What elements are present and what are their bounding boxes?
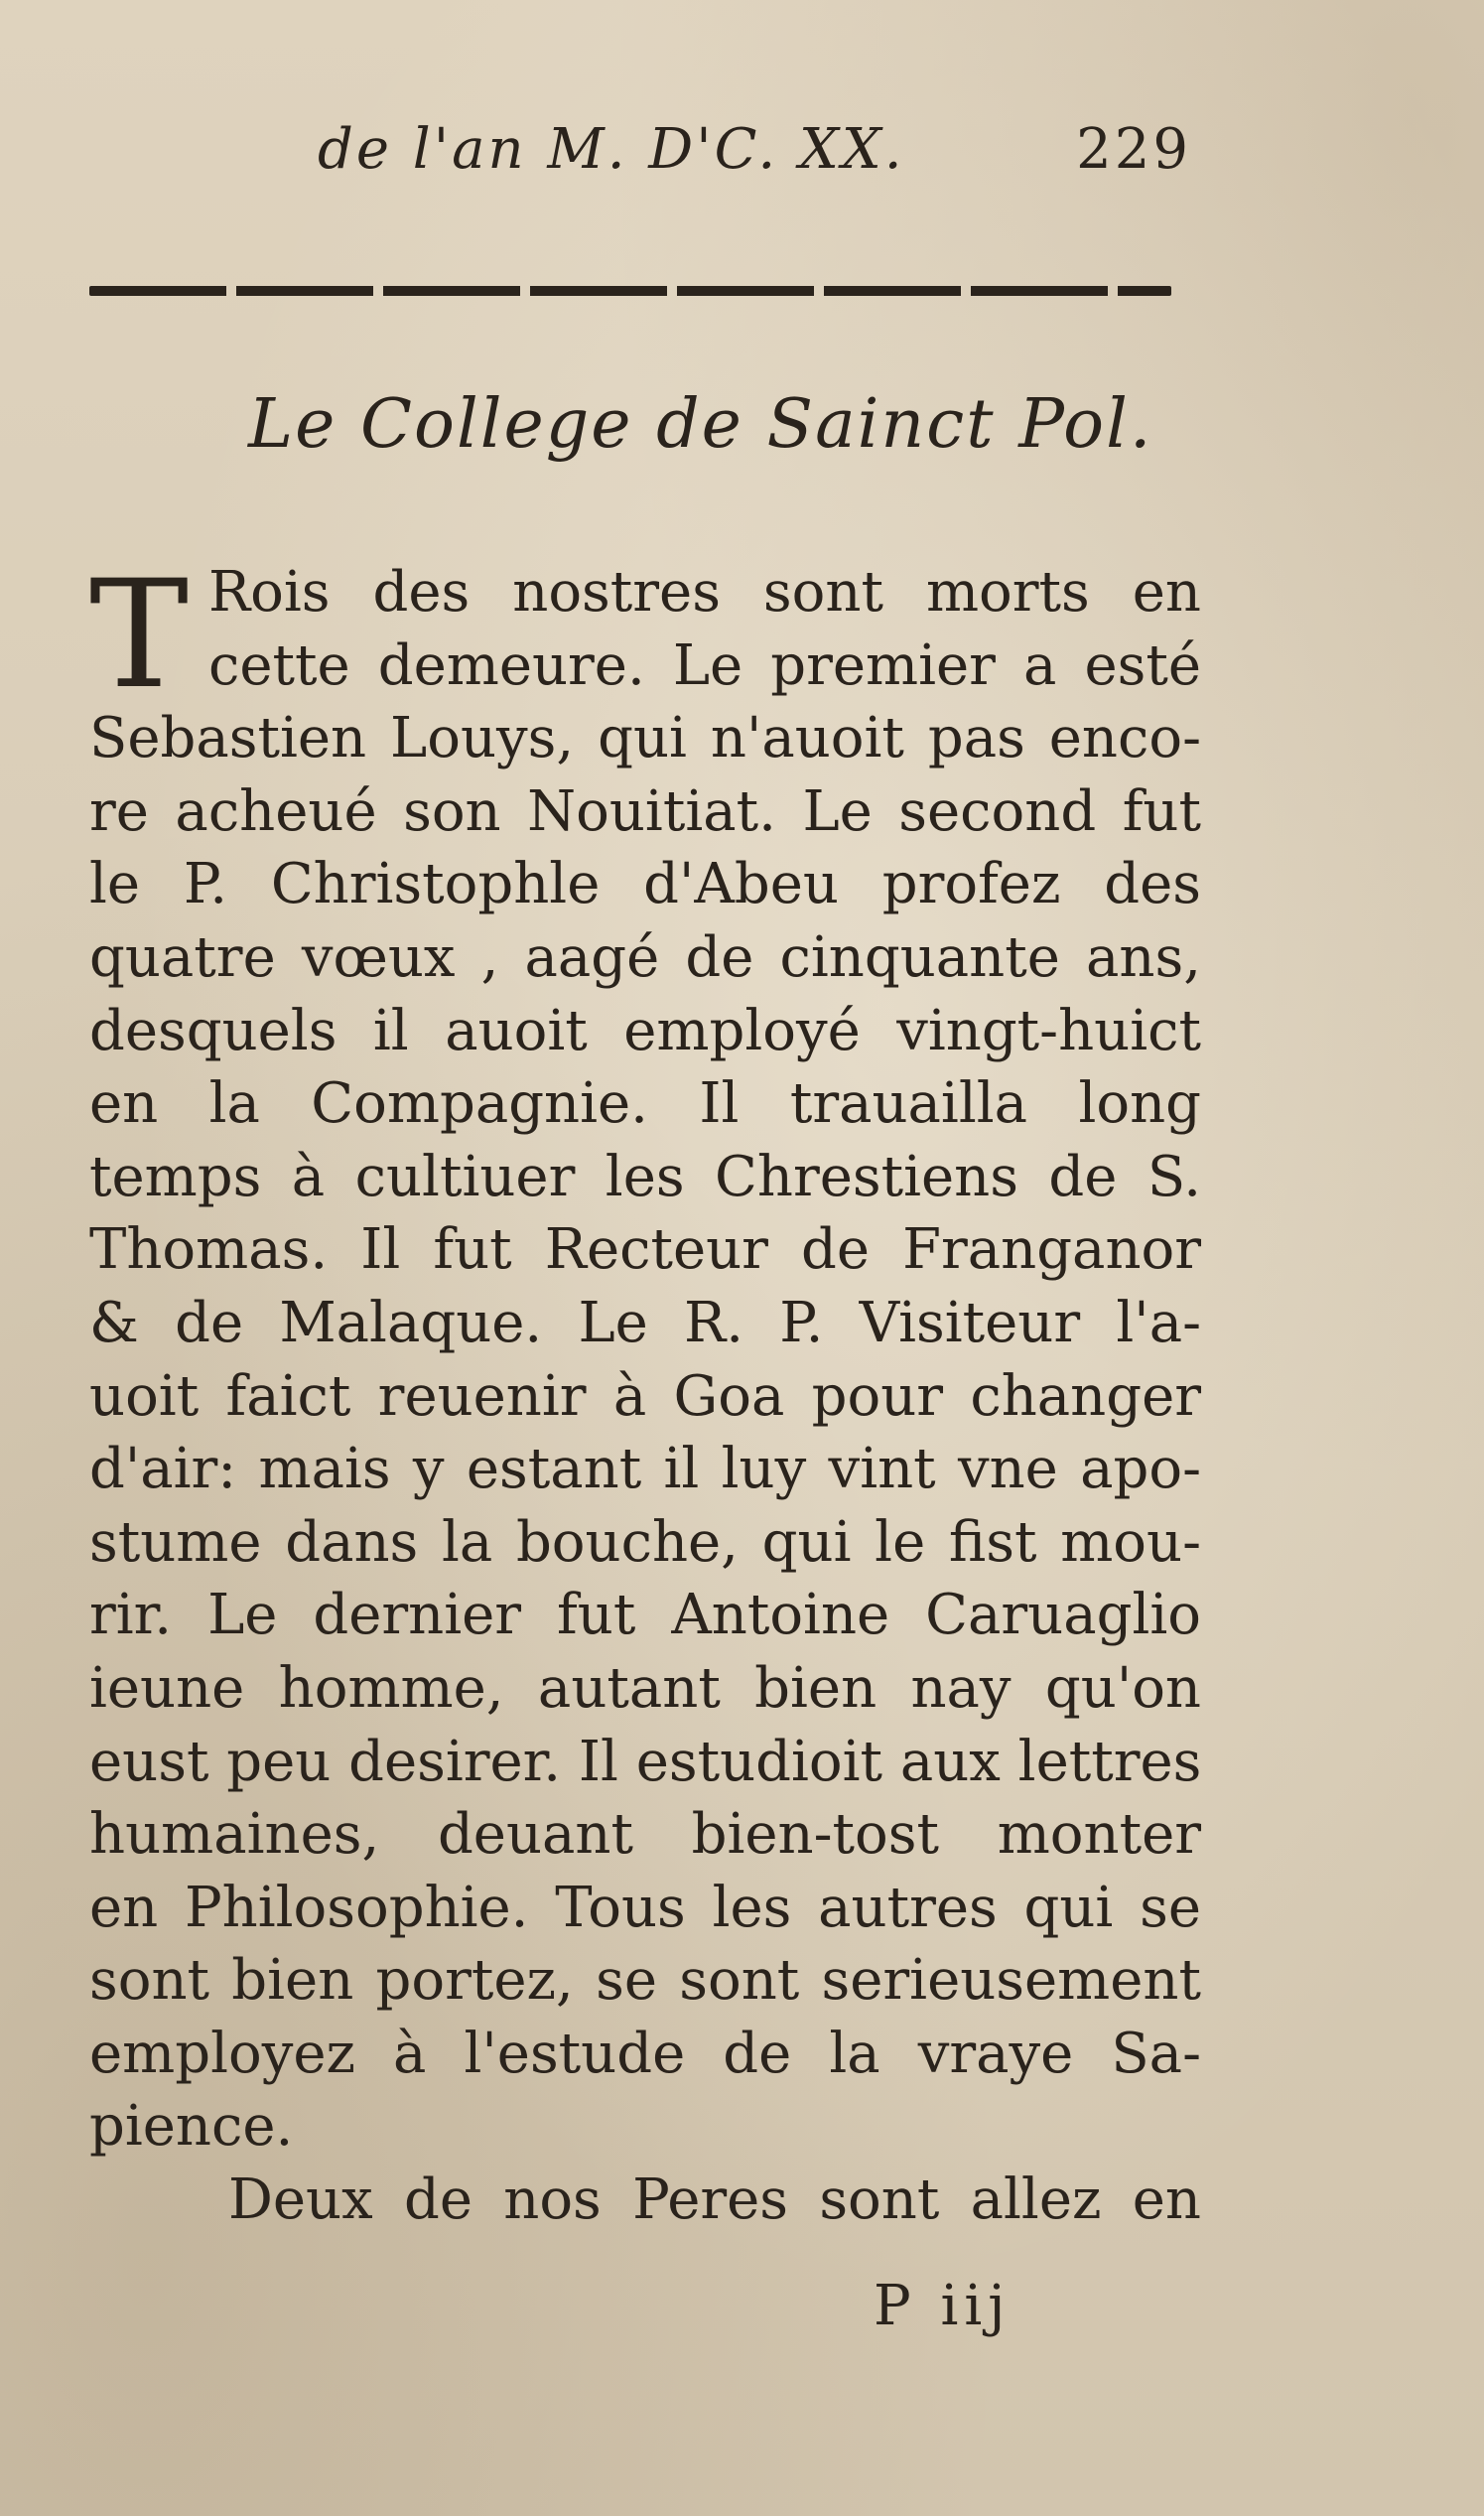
text-line: en la Compagnie. Il trauailla long	[89, 1071, 1201, 1137]
signature-mark: P iij	[874, 2274, 1012, 2338]
text-line: & de Malaque. Le R. P. Visiteur l'a-	[89, 1290, 1201, 1355]
text-line: quatre vœux , aagé de cinquante ans,	[89, 924, 1201, 990]
text-line: employez à l'estude de la vraye Sa-	[89, 2021, 1201, 2086]
text-line: stume dans la bouche, qui le fist mou-	[89, 1509, 1201, 1575]
running-head	[318, 117, 1191, 207]
body-text	[89, 549, 1202, 2237]
section-title: Le College de Sainct Pol.	[248, 385, 1153, 464]
text-line: sont bien portez, se sont serieusement	[89, 1948, 1201, 2014]
text-line: humaines, deuant bien-tost monter	[89, 1802, 1201, 1868]
text-line: Rois des nostres sont morts en	[208, 560, 1201, 625]
page-number: 229	[1076, 117, 1191, 182]
text-line: temps à cultiuer les Chrestiens de S.	[89, 1144, 1201, 1209]
text-line: rir. Le dernier fut Antoine Caruaglio	[89, 1583, 1201, 1648]
text-line: en Philosophie. Tous les autres qui se	[89, 1875, 1201, 1940]
text-line: Deux de nos Peres sont allez en	[228, 2167, 1201, 2233]
text-line: re acheué son Nouitiat. Le second fut	[89, 778, 1201, 844]
text-line: eust peu desirer. Il estudioit aux lettres	[89, 1729, 1202, 1794]
running-title: de l'an M. D'C. XX.	[318, 117, 905, 182]
header-rule	[89, 286, 1171, 296]
text-line: le P. Christophle d'Abeu profez des	[89, 852, 1201, 917]
text-line: pience.	[89, 2094, 294, 2160]
text-line: ieune homme, autant bien nay qu'on	[89, 1655, 1201, 1721]
text-line: Sebastien Louys, qui n'auoit pas enco-	[89, 706, 1201, 771]
drop-cap: T	[89, 549, 190, 722]
text-line: uoit faict reuenir à Goa pour changer	[89, 1363, 1201, 1429]
text-line: d'air: mais y estant il luy vint vne apo-	[89, 1437, 1201, 1502]
text-line: desquels il auoit employé vingt-huict	[89, 998, 1201, 1063]
text-line: cette demeure. Le premier a esté	[208, 632, 1201, 698]
text-line: Thomas. Il fut Recteur de Franganor	[89, 1217, 1201, 1283]
